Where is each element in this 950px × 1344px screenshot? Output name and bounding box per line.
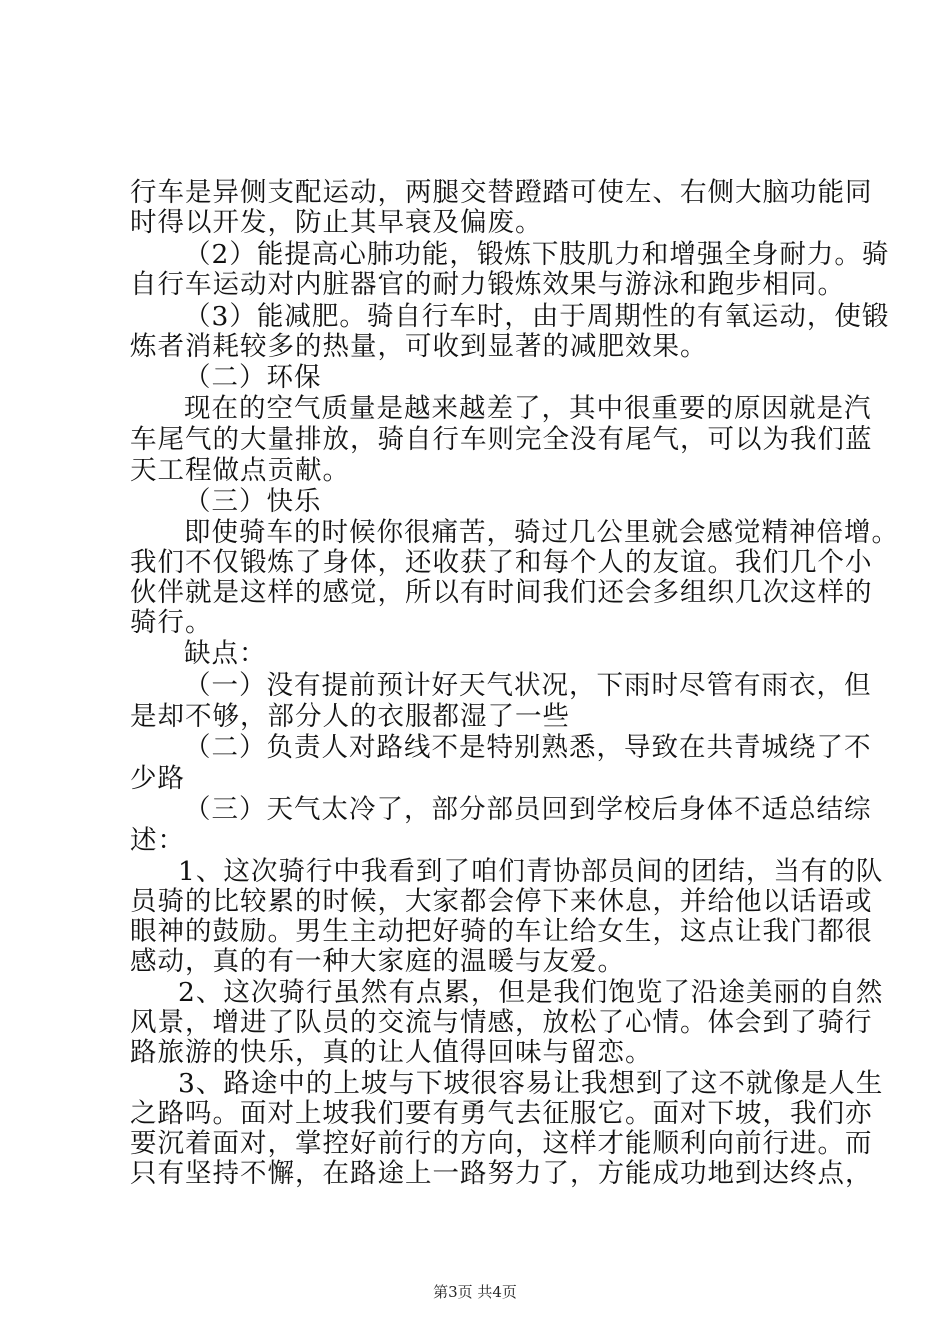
- text-line: 风景，增进了队员的交流与情感，放松了心情。体会到了骑行: [130, 1007, 873, 1038]
- text-line: 行车是异侧支配运动，两腿交替蹬踏可使左、右侧大脑功能同: [130, 177, 873, 208]
- text-line: 3、路途中的上坡与下坡很容易让我想到了这不就像是人生: [178, 1068, 884, 1099]
- text-line: （二）负责人对路线不是特别熟悉，导致在共青城绕了不: [184, 732, 872, 763]
- text-line: 路旅游的快乐，真的让人值得回味与留恋。: [130, 1037, 653, 1068]
- text-line: 只有坚持不懈，在路途上一路努力了，方能成功地到达终点，: [130, 1158, 873, 1189]
- text-line: 时得以开发，防止其早衰及偏废。: [130, 207, 543, 238]
- text-line: 员骑的比较累的时候，大家都会停下来休息，并给他以话语或: [130, 886, 873, 917]
- text-line: （2）能提高心肺功能，锻炼下肢肌力和增强全身耐力。骑: [184, 239, 890, 270]
- section-heading: 缺点：: [184, 638, 267, 669]
- text-line: 感动，真的有一种大家庭的温暖与友爱。: [130, 946, 625, 977]
- page-number-footer: 第3页 共4页: [433, 1283, 517, 1301]
- text-line: 天工程做点贡献。: [130, 455, 350, 486]
- text-line: 要沉着面对，掌控好前行的方向，这样才能顺利向前行进。而: [130, 1128, 873, 1159]
- text-line: 骑行。: [130, 607, 213, 638]
- text-line: 1、这次骑行中我看到了咱们青协部员间的团结，当有的队: [178, 856, 884, 887]
- section-heading: （二）环保: [184, 362, 322, 393]
- text-line: 自行车运动对内脏器官的耐力锻炼效果与游泳和跑步相同。: [130, 269, 845, 300]
- text-line: （3）能减肥。骑自行车时，由于周期性的有氧运动，使锻: [184, 301, 890, 332]
- text-line: 眼神的鼓励。男生主动把好骑的车让给女生，这点让我门都很: [130, 916, 873, 947]
- text-line: 述：: [130, 825, 185, 856]
- text-line: 炼者消耗较多的热量，可收到显著的减肥效果。: [130, 331, 708, 362]
- text-line: 少路: [130, 763, 185, 794]
- text-line: 是却不够，部分人的衣服都湿了一些: [130, 701, 570, 732]
- section-heading: （三）快乐: [184, 486, 322, 517]
- text-line: 伙伴就是这样的感觉，所以有时间我们还会多组织几次这样的: [130, 577, 873, 608]
- text-line: （三）天气太冷了，部分部员回到学校后身体不适总结综: [184, 794, 872, 825]
- text-line: 车尾气的大量排放，骑自行车则完全没有尾气，可以为我们蓝: [130, 424, 873, 455]
- text-line: （一）没有提前预计好天气状况，下雨时尽管有雨衣，但: [184, 670, 872, 701]
- text-line: 我们不仅锻炼了身体，还收获了和每个人的友谊。我们几个小: [130, 547, 873, 578]
- text-line: 即使骑车的时候你很痛苦，骑过几公里就会感觉精神倍增。: [184, 517, 899, 548]
- text-line: 2、这次骑行虽然有点累，但是我们饱览了沿途美丽的自然: [178, 977, 884, 1008]
- text-line: 之路吗。面对上坡我们要有勇气去征服它。面对下坡，我们亦: [130, 1098, 873, 1129]
- text-line: 现在的空气质量是越来越差了，其中很重要的原因就是汽: [184, 393, 872, 424]
